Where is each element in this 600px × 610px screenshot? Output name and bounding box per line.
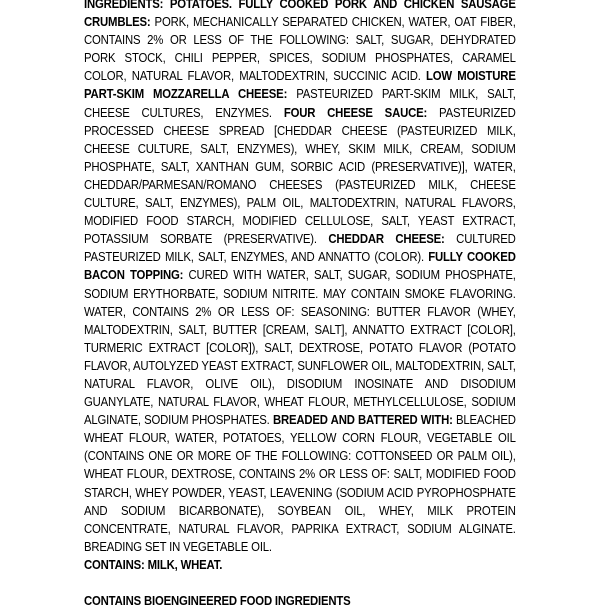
cheddar-heading: CHEDDAR CHEESE: bbox=[328, 231, 445, 247]
breading-heading: BREADED AND BATTERED WITH: bbox=[272, 412, 453, 428]
breading-ingredients: BLEACHED WHEAT FLOUR, WATER, POTATOES, YELLOW CORN FLOUR, VEGETABLE OIL (CONTAINS ONE OR MORE OF THE FOLLOWING: COTTONSEED OR PALM OIL), WHEAT FLOUR, DEXTROSE, CONTAINS 2% OR LESS OF: SALT, MODIFIED FOOD STARCH, WHEY POWDER, YEAST, LEAVENING (SODIUM ACID PYROPHOSPHATE AND SODIUM BICARBONATE), SOYBEAN OIL, WHEY, MILK PROTEIN CONCENTRATE, NATURAL FLAVOR, PAPRIKA EXTRACT, SODIUM ALGINATE. BREADING SET IN VEGETABLE OIL. bbox=[84, 412, 516, 554]
spacer bbox=[84, 574, 516, 592]
sausage-ingredients: PORK, MECHANICALLY SEPARATED CHICKEN, WATER, OAT FIBER, CONTAINS 2% OR LESS OF THE FOLLOWING: SALT, SUGAR, DEHYDRATED PORK STOCK, CHILI PEPPER, SPICES, SODIUM PHOSPHATES, CARAMEL COLOR, NATURAL FLAVOR, MALTODEXTRIN, SUCCINIC ACID. bbox=[84, 14, 516, 84]
ingredients-heading: INGREDIENTS: POTATOES. FULLY COOKED PORK AND CHICKEN SAUSAGE CRUMBLES: bbox=[84, 0, 516, 30]
mozzarella-ingredients: PASTEURIZED PART-SKIM MILK, SALT, CHEESE CULTURES, ENZYMES. bbox=[84, 86, 516, 120]
mozzarella-heading: LOW MOISTURE PART-SKIM MOZZARELLA CHEESE: bbox=[84, 68, 516, 102]
bioengineered-statement: CONTAINS BIOENGINEERED FOOD INGREDIENTS bbox=[84, 593, 351, 608]
bacon-heading: FULLY COOKED BACON TOPPING: bbox=[84, 249, 516, 283]
ingredients-paragraph bbox=[84, 0, 516, 556]
allergen-statement: CONTAINS: MILK, WHEAT. bbox=[84, 556, 223, 572]
cheese-sauce-ingredients: PASTEURIZED PROCESSED CHEESE SPREAD [CHEDDAR CHEESE (PASTEURIZED MILK, CHEESE CULTURE, SALT, ENZYMES), WHEY, SKIM MILK, CREAM, SODIUM PHOSPHATE, SALT, XANTHAN GUM, SORBIC ACID (PRESERVATIVE)], WATER, CHEDDAR/PARMESAN/ROMANO CHEESES (PASTEURIZED MILK, CHEESE CULTURE, SALT, ENZYMES), PALM OIL, MALTODEXTRIN, NATURAL FLAVORS, MODIFIED FOOD STARCH, MODIFIED CELLULOSE, SALT, YEAST EXTRACT, POTASSIUM SORBATE (PRESERVATIVE). bbox=[84, 104, 516, 247]
cheese-sauce-heading: FOUR CHEESE SAUCE: bbox=[283, 104, 428, 120]
bacon-ingredients: CURED WITH WATER, SALT, SUGAR, SODIUM PHOSPHATE, SODIUM ERYTHORBATE, SODIUM NITRITE. MAY CONTAIN SMOKE FLAVORING. WATER, CONTAINS 2% OR LESS OF: SEASONING: BUTTER FLAVOR (WHEY, MALTODEXTRIN, SALT, BUTTER [CREAM, SALT], ANNATTO EXTRACT [COLOR], TURMERIC EXTRACT [COLOR]), SALT, DEXTROSE, POTATO FLAVOR (POTATO FLAVOR, AUTOLYZED YEAST EXTRACT, SUNFLOWER OIL, MALTODEXTRIN, SALT, NATURAL FLAVOR, OLIVE OIL), DISODIUM INOSINATE AND DISODIUM GUANYLATE, NATURAL FLAVOR, WHEAT FLOUR, METHYLCELLULOSE, SODIUM ALGINATE, SODIUM PHOSPHATES. bbox=[84, 267, 516, 428]
ingredient-label bbox=[84, 0, 516, 610]
cheddar-ingredients: CULTURED PASTEURIZED MILK, SALT, ENZYMES, AND ANNATTO (COLOR). bbox=[84, 231, 516, 265]
